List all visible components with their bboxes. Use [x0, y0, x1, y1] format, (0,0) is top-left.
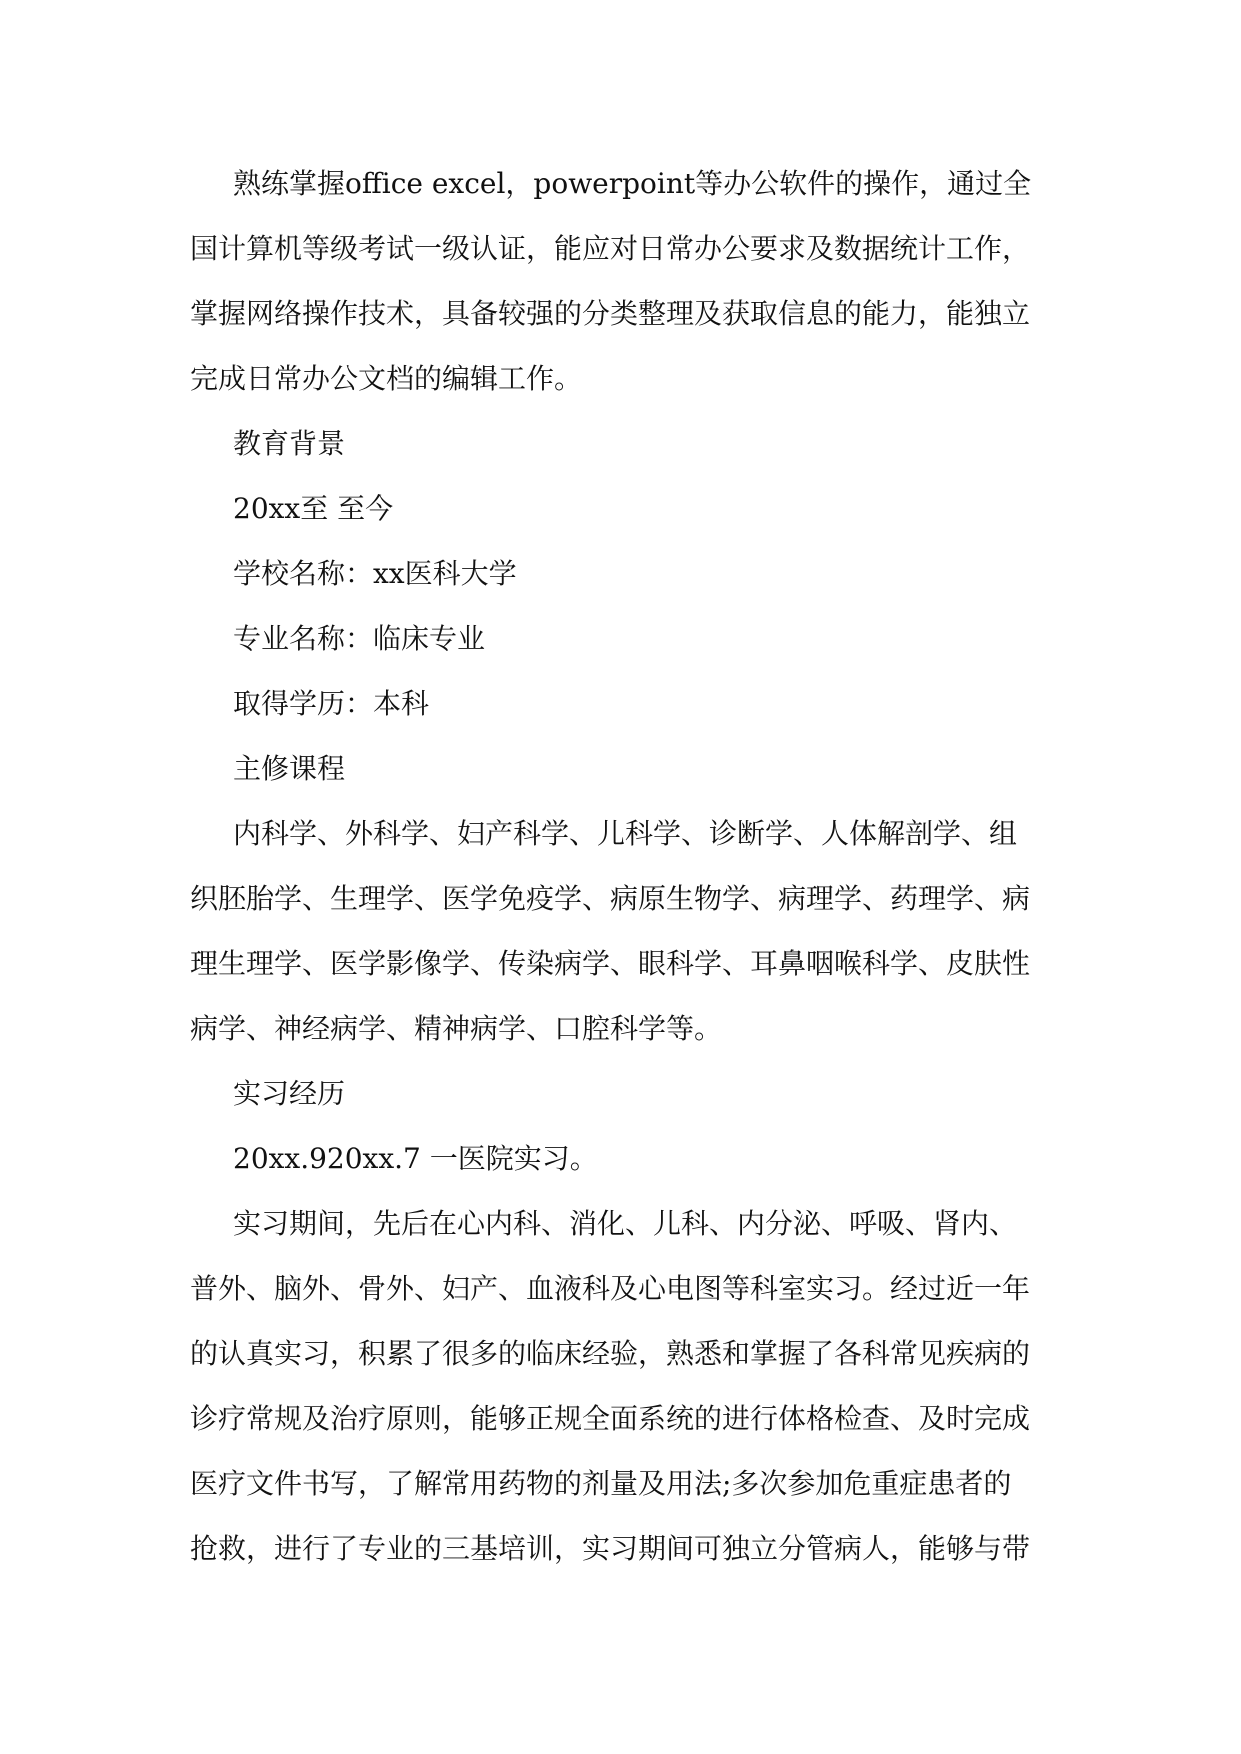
internship-period: 20xx.920xx.7 一医院实习。	[233, 1142, 598, 1175]
internship-heading: 实习经历	[233, 1077, 346, 1110]
text-line: 织胚胎学、生理学、医学免疫学、病原生物学、病理学、药理学、病	[190, 882, 1031, 915]
text-line: 的认真实习，积累了很多的临床经验，熟悉和掌握了各科常见疾病的	[190, 1337, 1031, 1370]
text-line: 诊疗常规及治疗原则，能够正规全面系统的进行体格检查、及时完成	[190, 1402, 1031, 1435]
paragraph-courses	[190, 801, 1052, 1061]
text-line: 抢救，进行了专业的三基培训，实习期间可独立分管病人，能够与带	[190, 1532, 1031, 1565]
paragraph-skills	[190, 151, 1052, 411]
text-line: 掌握网络操作技术，具备较强的分类整理及获取信息的能力，能独立	[190, 297, 1031, 330]
text-line: 熟练掌握office excel，powerpoint等办公软件的操作，通过全	[233, 167, 1032, 200]
school-name: 学校名称：xx医科大学	[233, 557, 517, 590]
document-body	[190, 151, 1052, 1581]
major-name: 专业名称：临床专业	[233, 622, 486, 655]
text-line: 病学、神经病学、精神病学、口腔科学等。	[190, 1012, 723, 1045]
text-line: 实习期间，先后在心内科、消化、儿科、内分泌、呼吸、肾内、	[233, 1207, 1018, 1240]
text-line: 医疗文件书写，了解常用药物的剂量及用法;多次参加危重症患者的	[190, 1467, 1012, 1500]
text-line: 理生理学、医学影像学、传染病学、眼科学、耳鼻咽喉科学、皮肤性	[190, 947, 1031, 980]
courses-heading: 主修课程	[233, 752, 346, 785]
text-line: 国计算机等级考试一级认证，能应对日常办公要求及数据统计工作，	[190, 232, 1031, 265]
text-line: 普外、脑外、骨外、妇产、血液科及心电图等科室实习。经过近一年	[190, 1272, 1031, 1305]
paragraph-internship	[190, 1191, 1052, 1581]
education-period: 20xx至 至今	[233, 492, 394, 525]
text-line: 完成日常办公文档的编辑工作。	[190, 362, 583, 395]
education-heading: 教育背景	[233, 427, 346, 460]
degree: 取得学历：本科	[233, 687, 430, 720]
text-line: 内科学、外科学、妇产科学、儿科学、诊断学、人体解剖学、组	[233, 817, 1018, 850]
